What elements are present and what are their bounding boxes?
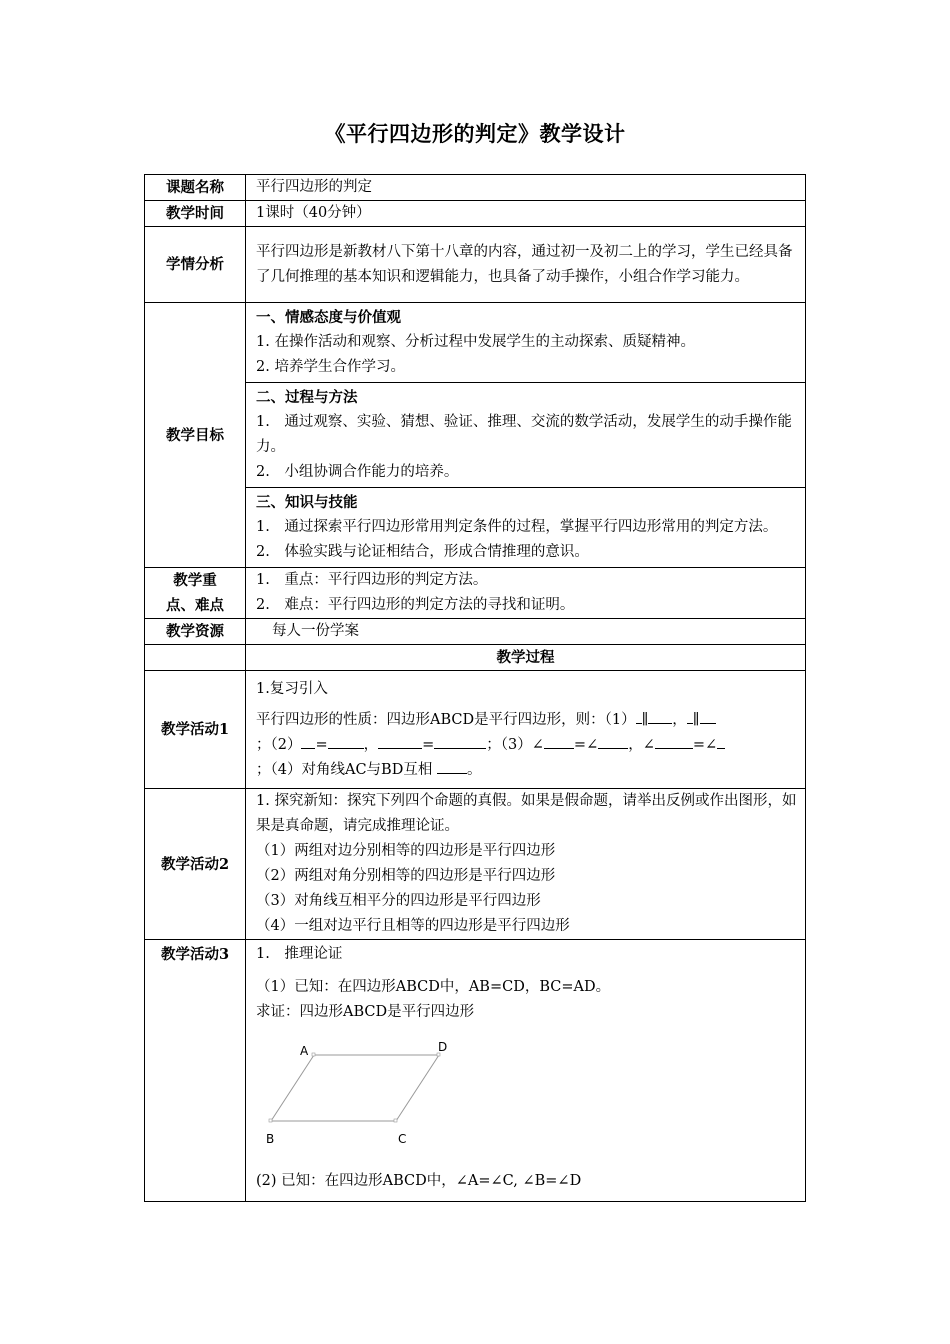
activity2-line5: （4）一组对边平行且相等的四边形是平行四边形 [256, 918, 570, 934]
goals-s1-heading: 一、情感态度与价值观 [256, 309, 401, 326]
goals-s1-line2: 2. 培养学生合作学习。 [256, 359, 405, 375]
keypoints-line2: 2. 难点：平行四边形的判定方法的寻找和证明。 [256, 597, 575, 613]
resources-label: 教学资源 [145, 619, 246, 645]
activity3-p2: 求证：四边形ABCD是平行四边形 [256, 1004, 475, 1020]
analysis-label: 学情分析 [145, 227, 246, 303]
goals-s1-line1: 1. 在操作活动和观察、分析过程中发展学生的主动探索、质疑精神。 [256, 334, 695, 350]
keypoints-line1: 1. 重点：平行四边形的判定方法。 [256, 572, 488, 588]
topic-value: 平行四边形的判定 [246, 175, 806, 201]
activity2-line4: （3）对角线互相平分的四边形是平行四边形 [256, 893, 541, 909]
vertex-b-marker [269, 1119, 272, 1122]
row-activity3 [145, 940, 806, 1202]
vertex-c-marker [394, 1119, 397, 1122]
lesson-plan-table [144, 174, 806, 1202]
row-keypoints [145, 568, 806, 619]
row-analysis [145, 227, 806, 303]
activity2-line3: （2）两组对角分别相等的四边形是平行四边形 [256, 868, 556, 884]
goals-s3-heading: 三、知识与技能 [256, 494, 358, 511]
goals-s2-heading: 二、过程与方法 [256, 389, 358, 406]
activity2-content [246, 789, 806, 940]
goals-s2-line2: 2. 小组协调合作能力的培养。 [256, 464, 459, 480]
goals-s2-line1: 1. 通过观察、实验、猜想、验证、推理、交流的数学活动，发展学生的动手操作能力。 [256, 414, 792, 455]
goals-s3-line2: 2. 体验实践与论证相结合，形成合情推理的意识。 [256, 544, 589, 560]
activity2-line2: （1）两组对边分别相等的四边形是平行四边形 [256, 843, 556, 859]
row-activity1 [145, 671, 806, 789]
parallelogram-shape [271, 1055, 439, 1121]
row-time [145, 201, 806, 227]
activity3-p3: (2) 已知：在四边形ABCD中，∠A=∠C, ∠B=∠D [256, 1173, 582, 1189]
activity3-heading: 1. 推理论证 [256, 946, 343, 962]
activity3-content [246, 940, 806, 1202]
vertex-a-marker [312, 1053, 315, 1056]
goals-content [246, 303, 806, 568]
process-header-empty [145, 645, 246, 671]
goals-s3-line1: 1. 通过探索平行四边形常用判定条件的过程，掌握平行四边形常用的判定方法。 [256, 519, 778, 535]
row-resources [145, 619, 806, 645]
goals-label: 教学目标 [145, 303, 246, 568]
row-activity2 [145, 789, 806, 940]
parallelogram-svg [256, 1033, 516, 1163]
row-process-header [145, 645, 806, 671]
time-value: 1课时（40分钟） [246, 201, 806, 227]
goals-section-2 [246, 382, 805, 487]
activity1-heading: 1.复习引入 [256, 680, 328, 697]
goals-section-3 [246, 487, 805, 567]
process-header: 教学过程 [246, 645, 806, 671]
vertex-c-label: C [398, 1132, 407, 1146]
activity3-p1: （1）已知：在四边形ABCD中，AB=CD，BC=AD。 [256, 979, 611, 995]
activity1-label: 教学活动1 [145, 671, 246, 789]
row-goals [145, 303, 806, 568]
activity1-content [246, 671, 806, 789]
vertex-d-label: D [438, 1040, 448, 1054]
time-label: 教学时间 [145, 201, 246, 227]
row-topic [145, 175, 806, 201]
keypoints-label: 教学重点、难点 [145, 568, 246, 619]
activity1-text: 平行四边形的性质：四边形ABCD是平行四边形，则：（1） ∥ ， ∥ ；（2） = ， = ；（3）∠ =∠ ，∠ =∠ ；（4）对角线AC与BD互相 。 [256, 708, 797, 783]
parallelogram-figure [256, 1033, 516, 1163]
activity3-label: 教学活动3 [145, 940, 246, 1202]
keypoints-content [246, 568, 806, 619]
vertex-b-label: B [266, 1132, 275, 1146]
document-title: 《平行四边形的判定》教学设计 [324, 121, 626, 146]
activity2-line1: 1. 探究新知：探究下列四个命题的真假。如果是假命题，请举出反例或作出图形，如果是真命题，请完成推理论证。 [256, 793, 797, 834]
goals-section-1 [246, 303, 805, 382]
vertex-a-label: A [300, 1044, 309, 1058]
activity2-label: 教学活动2 [145, 789, 246, 940]
topic-label: 课题名称 [145, 175, 246, 201]
resources-value: 每人一份学案 [246, 619, 806, 645]
analysis-value: 平行四边形是新教材八下第十八章的内容，通过初一及初二上的学习，学生已经具备了几何推理的基本知识和逻辑能力，也具备了动手操作，小组合作学习能力。 [246, 227, 806, 303]
